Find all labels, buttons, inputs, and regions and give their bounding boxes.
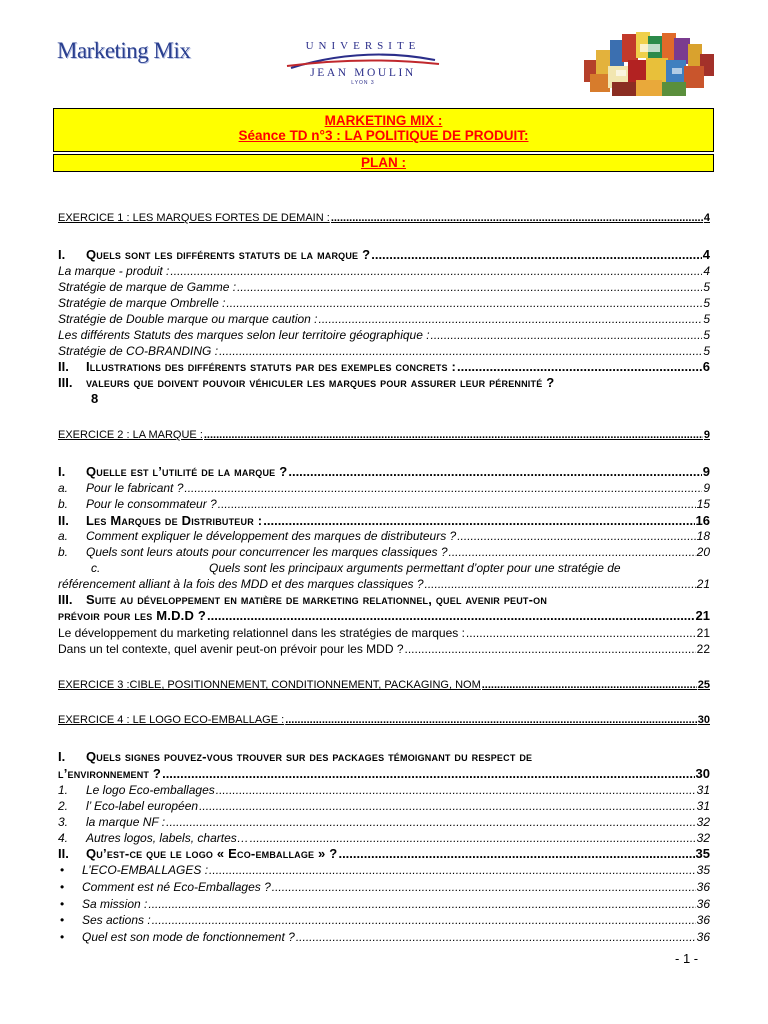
toc-entry-text: Ses actions : (82, 913, 151, 927)
toc-exercise-2[interactable] (58, 429, 710, 441)
toc-entry-text: Autres logos, labels, chartes… (86, 831, 249, 845)
toc-page-number: 21 (696, 626, 710, 640)
toc-ex1-item-e[interactable] (58, 328, 710, 342)
university-logo-top-text: UNIVERSITE (305, 40, 421, 52)
toc-page-number: 4 (703, 212, 710, 224)
toc-entry-text: référencement alliant à la fois des MDD et des marques classiques ? (58, 577, 424, 591)
toc-entry-text: Quels sont les différents statuts de la marque ? (86, 247, 371, 262)
toc-exercise-4[interactable] (58, 714, 710, 726)
toc-entry-text: EXERCICE 1 : LES MARQUES FORTES DE DEMAIN : (58, 212, 330, 224)
marketing-mix-logo: Marketing Mix (57, 38, 191, 63)
toc-entry-text: Comment est né Eco-Emballages ? (82, 880, 271, 894)
toc-entry-text: Sa mission : (82, 897, 148, 911)
toc-entry-text: L’ECO-EMBALLAGES : (82, 863, 209, 877)
toc-ex4-section-2[interactable] (58, 846, 710, 861)
toc-entry-text: La marque - produit : (58, 264, 170, 278)
toc-entry-text: Pour le fabricant ? (86, 481, 184, 495)
university-logo-city: LYON 3 (351, 80, 375, 86)
toc-entry-text: Le logo Eco-emballages (86, 783, 215, 797)
toc-entry-text: EXERCICE 4 : LE LOGO ECO-EMBALLAGE : (58, 714, 285, 726)
title-line-2: Séance TD n°3 : LA POLITIQUE DE PRODUIT: (238, 128, 529, 143)
toc-item-letter: a. (58, 481, 69, 495)
toc-item-number: 2. (58, 799, 69, 813)
toc-entry-text: Les Marques de Distributeur : (86, 513, 263, 528)
toc-entry-text: EXERCICE 3 :CIBLE, POSITIONNEMENT, CONDITIONNEMENT, PACKAGING, NOM (58, 679, 481, 691)
toc-page-number: 32 (696, 815, 710, 829)
toc-ex2-section-1[interactable] (58, 464, 710, 479)
toc-page-number: 25 (697, 679, 710, 691)
bullet-icon: • (60, 930, 65, 944)
toc-ex2-item-2c-line-1[interactable] (91, 561, 621, 575)
toc-entry-text: Suite au développement en matière de marketing relationnel, quel avenir peut-on (86, 592, 548, 607)
toc-section-number: III. (58, 592, 73, 607)
toc-section-number: I. (58, 247, 66, 262)
toc-page-number: 8 (91, 391, 99, 406)
toc-page-number: 22 (696, 642, 710, 656)
toc-page-number: 4 (702, 247, 710, 262)
bullet-icon: • (60, 897, 65, 911)
toc-ex4-item-4[interactable] (58, 831, 710, 845)
toc-ex2-section-3-line-2[interactable] (58, 608, 710, 623)
toc-ex2-item-a[interactable] (58, 481, 710, 495)
toc-entry-text: Dans un tel contexte, quel avenir peut-on prévoir pour les MDD ? (58, 642, 404, 656)
toc-page-number: 31 (696, 783, 710, 797)
toc-ex2-item-2b[interactable] (58, 545, 710, 559)
toc-item-letter: b. (58, 545, 69, 559)
toc-page-number: 5 (703, 280, 710, 294)
toc-item-number: 3. (58, 815, 69, 829)
toc-section-number: II. (58, 513, 69, 528)
toc-section-number: II. (58, 846, 69, 861)
toc-page-number: 15 (696, 497, 710, 511)
toc-ex4-section-1-line-2[interactable] (58, 766, 710, 781)
toc-page-number: 5 (703, 296, 710, 310)
toc-entry-text: Comment expliquer le développement des marques de distributeurs ? (86, 529, 457, 543)
toc-ex2-item-b[interactable] (58, 497, 710, 511)
toc-page-number: 18 (696, 529, 710, 543)
toc-section-number: I. (58, 749, 66, 764)
toc-entry-text: Pour le consommateur ? (86, 497, 217, 511)
university-logo-bottom-text: JEAN MOULIN (310, 67, 416, 79)
toc-entry-text: Quels signes pouvez-vous trouver sur des packages témoignant du respect de (86, 749, 533, 764)
toc-page-number: 35 (696, 863, 710, 877)
toc-section-number: II. (58, 359, 69, 374)
title-line-1: MARKETING MIX : (324, 113, 443, 128)
toc-page-number: 31 (696, 799, 710, 813)
toc-entry-text: l’environnement ? (58, 766, 162, 781)
toc-exercise-1[interactable] (58, 212, 710, 224)
toc-page-number: 21 (696, 577, 710, 591)
toc-ex4-item-2[interactable] (58, 799, 710, 813)
university-logo (283, 34, 443, 96)
toc-ex1-item-c[interactable] (58, 296, 710, 310)
toc-ex1-item-d[interactable] (58, 312, 710, 326)
toc-page-number: 9 (702, 464, 710, 479)
bullet-icon: • (60, 913, 65, 927)
toc-entry-text: Les différents Statuts des marques selon leur territoire géographique : (58, 328, 430, 342)
toc-page-number: 9 (703, 481, 710, 495)
toc-page-number: 5 (703, 328, 710, 342)
toc-page-number: 36 (696, 930, 710, 944)
page-number: - 1 - (675, 951, 699, 966)
toc-item-number: 4. (58, 831, 69, 845)
toc-page-number: 4 (703, 264, 710, 278)
toc-page-number: 9 (703, 429, 710, 441)
toc-page-number: 6 (702, 359, 710, 374)
toc-page-number: 36 (696, 913, 710, 927)
product-packages-image (582, 30, 716, 98)
toc-page-number: 36 (696, 880, 710, 894)
toc-entry-text: valeurs que doivent pouvoir véhiculer les marques pour assurer leur pérennité ? (86, 375, 555, 390)
toc-page-number: 21 (695, 608, 710, 623)
toc-entry-text: Quelle est l’utilité de la marque ? (86, 464, 288, 479)
toc-entry-text: l’ Eco-label européen (86, 799, 199, 813)
toc-exercise-3[interactable] (58, 679, 710, 691)
bullet-icon: • (60, 863, 65, 877)
toc-entry-text: Quels sont les principaux arguments permettant d’opter pour une stratégie de (209, 561, 621, 575)
toc-entry-text: Stratégie de marque Ombrelle : (58, 296, 226, 310)
toc-entry-text: la marque NF : (86, 815, 166, 829)
toc-page-number: 20 (696, 545, 710, 559)
toc-ex2-item-2a[interactable] (58, 529, 710, 543)
toc-entry-text: Stratégie de CO-BRANDING : (58, 344, 219, 358)
plan-box (53, 154, 714, 172)
toc-page-number: 35 (695, 846, 710, 861)
toc-page-number: 30 (697, 714, 710, 726)
toc-ex4-bullet-4[interactable] (58, 913, 710, 927)
toc-ex2-item-3b[interactable] (58, 642, 710, 656)
toc-ex4-section-1-line-1[interactable] (58, 749, 532, 764)
toc-entry-text: Quels sont leurs atouts pour concurrencer les marques classiques ? (86, 545, 448, 559)
title-box (53, 108, 714, 152)
toc-section-number: I. (58, 464, 66, 479)
bullet-icon: • (60, 880, 65, 894)
toc-entry-text: Illustrations des différents statuts par des exemples concrets : (86, 359, 456, 374)
toc-ex4-bullet-3[interactable] (58, 897, 710, 911)
toc-ex4-item-1[interactable] (58, 783, 710, 797)
toc-entry-text: Stratégie de Double marque ou marque caution : (58, 312, 318, 326)
toc-entry-text: Qu’est-ce que le logo « Eco-emballage » ? (86, 846, 338, 861)
toc-entry-text: Quel est son mode de fonctionnement ? (82, 930, 295, 944)
toc-section-number: III. (58, 375, 73, 390)
toc-ex4-item-3[interactable] (58, 815, 710, 829)
plan-heading: PLAN : (361, 155, 406, 170)
toc-ex4-bullet-5[interactable] (58, 930, 710, 944)
toc-ex2-section-2[interactable] (58, 513, 710, 528)
toc-page-number: 30 (695, 766, 710, 781)
toc-page-number: 32 (696, 831, 710, 845)
toc-ex1-section-2[interactable] (58, 359, 710, 374)
toc-page-number: 5 (703, 344, 710, 358)
toc-ex1-item-b[interactable] (58, 280, 710, 294)
toc-ex2-section-3-line-1[interactable] (58, 592, 547, 607)
toc-ex4-bullet-1[interactable] (58, 863, 710, 877)
toc-item-letter: c. (91, 561, 101, 575)
toc-ex2-item-2c-line-2[interactable] (58, 577, 710, 591)
toc-entry-text: Stratégie de marque de Gamme : (58, 280, 237, 294)
toc-page-number: 5 (703, 312, 710, 326)
toc-ex1-section-1[interactable] (58, 247, 710, 262)
toc-ex4-bullet-2[interactable] (58, 880, 710, 894)
toc-item-number: 1. (58, 783, 69, 797)
toc-page-number: 36 (696, 897, 710, 911)
toc-page-number: 16 (695, 513, 710, 528)
toc-item-letter: a. (58, 529, 69, 543)
toc-ex1-item-f[interactable] (58, 344, 710, 358)
toc-entry-text: prévoir pour les M.D.D ? (58, 608, 207, 623)
toc-ex2-item-3a[interactable] (58, 626, 710, 640)
toc-ex1-item-a[interactable] (58, 264, 710, 278)
toc-ex1-section-3[interactable] (58, 375, 554, 390)
toc-entry-text: Le développement du marketing relationnel dans les stratégies de marques : (58, 626, 465, 640)
toc-item-letter: b. (58, 497, 69, 511)
toc-entry-text: EXERCICE 2 : LA MARQUE : (58, 429, 203, 441)
